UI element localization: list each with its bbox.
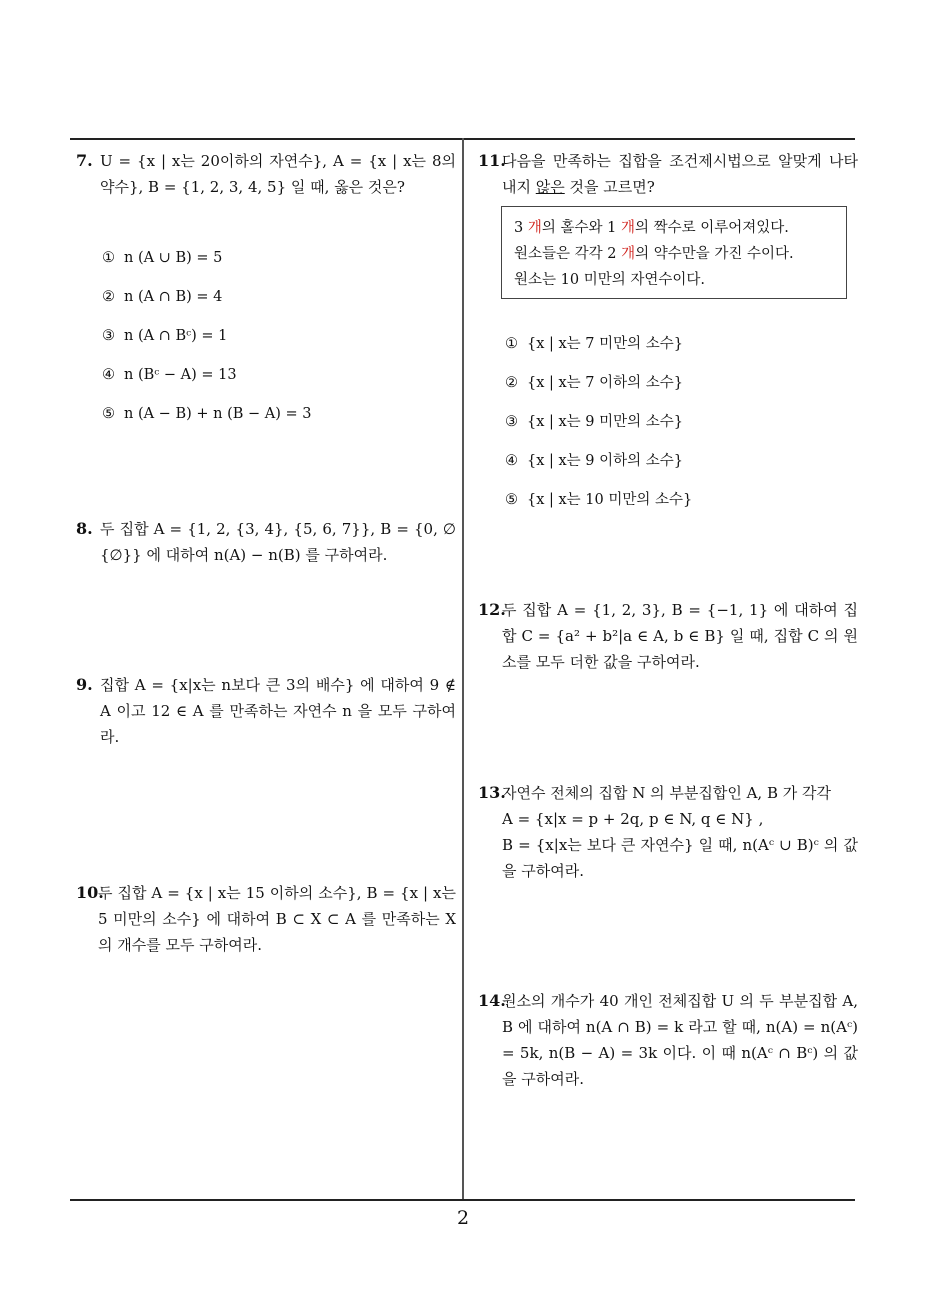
question-text: 집합 A = {x|x는 n보다 큰 3의 배수} 에 대하여 9 ∉ A 이고 12 ∈ A 를 만족하는 자연수 n 을 모두 구하여라. [100,676,456,746]
choice-1[interactable]: ① {x | x는 7 미만의 소수} [505,336,684,352]
question-number: 13. [478,783,506,802]
condition-line-1: 3 개의 홀수와 1 개의 짝수로 이루어져있다. [514,220,789,236]
choice-1[interactable]: ① n (A ∪ B) = 5 [102,250,223,266]
question-text: 두 집합 A = {1, 2, 3}, B = {−1, 1} 에 대하여 집합 C = {a² + b²|a ∈ A, b ∈ B} 일 때, 집합 C 의 원소를 모두 더한 값을 구하여라. [502,601,858,671]
question-13 [478,780,858,884]
question-number: 10. [76,883,104,902]
choice-4[interactable]: ④ {x | x는 9 이하의 소수} [505,453,684,469]
question-14 [478,988,858,1092]
underlined-word: 않은 [535,178,565,196]
question-text: 원소의 개수가 40 개인 전체집합 U 의 두 부분집합 A, B 에 대하여 n(A ∩ B) = k 라고 할 때, n(A) = n(Aᶜ) = 5k, n(B − A) = 3k 이다. 이 때 n(Aᶜ ∩ Bᶜ) 의 값을 구하여라. [502,992,858,1088]
question-number: 8. [76,519,93,538]
choice-2[interactable]: ② n (A ∩ B) = 4 [102,289,223,305]
choice-2[interactable]: ② {x | x는 7 이하의 소수} [505,375,684,391]
question-text: 두 집합 A = {x | x는 15 이하의 소수}, B = {x | x는 5 미만의 소수} 에 대하여 B ⊂ X ⊂ A 를 만족하는 X 의 개수를 모두 구하여라. [98,884,456,954]
question-text: 자연수 전체의 집합 N 의 부분집합인 A, B 가 각각 A = {x|x = p + 2q, p ∈ N, q ∈ N} , B = {x|x는 보다 큰 자연수} 일 때, n(Aᶜ ∪ B)ᶜ 의 값을 구하여라. [502,784,858,880]
question-number: 7. [76,151,93,170]
question-10 [76,880,456,958]
question-text: 다음을 만족하는 집합을 조건제시법으로 알맞게 나타내지 않은 것을 고르면? [502,152,858,196]
question-8 [76,516,456,568]
question-7 [76,148,456,200]
question-number: 12. [478,600,506,619]
condition-line-2: 원소들은 각각 2 개의 약수만을 가진 수이다. [514,246,794,262]
condition-box [501,206,847,299]
condition-line-3: 원소는 10 미만의 자연수이다. [514,272,705,288]
question-number: 11. [478,151,506,170]
page-number: 2 [456,1207,470,1229]
question-number: 14. [478,991,506,1010]
choice-5[interactable]: ⑤ {x | x는 10 미만의 소수} [505,492,693,508]
bottom-rule [70,1199,855,1201]
choice-4[interactable]: ④ n (Bᶜ − A) = 13 [102,367,237,383]
question-text: 두 집합 A = {1, 2, {3, 4}, {5, 6, 7}}, B = {0, ∅ {∅}} 에 대하여 n(A) − n(B) 를 구하여라. [100,520,456,564]
question-text: U = {x | x는 20이하의 자연수}, A = {x | x는 8의 약수}, B = {1, 2, 3, 4, 5} 일 때, 옳은 것은? [100,152,456,196]
question-11 [478,148,858,200]
choice-3[interactable]: ③ {x | x는 9 미만의 소수} [505,414,684,430]
question-9 [76,672,456,750]
column-divider [462,138,464,1200]
choice-5[interactable]: ⑤ n (A − B) + n (B − A) = 3 [102,406,312,422]
choice-3[interactable]: ③ n (A ∩ Bᶜ) = 1 [102,328,228,344]
question-number: 9. [76,675,93,694]
question-12 [478,597,858,675]
